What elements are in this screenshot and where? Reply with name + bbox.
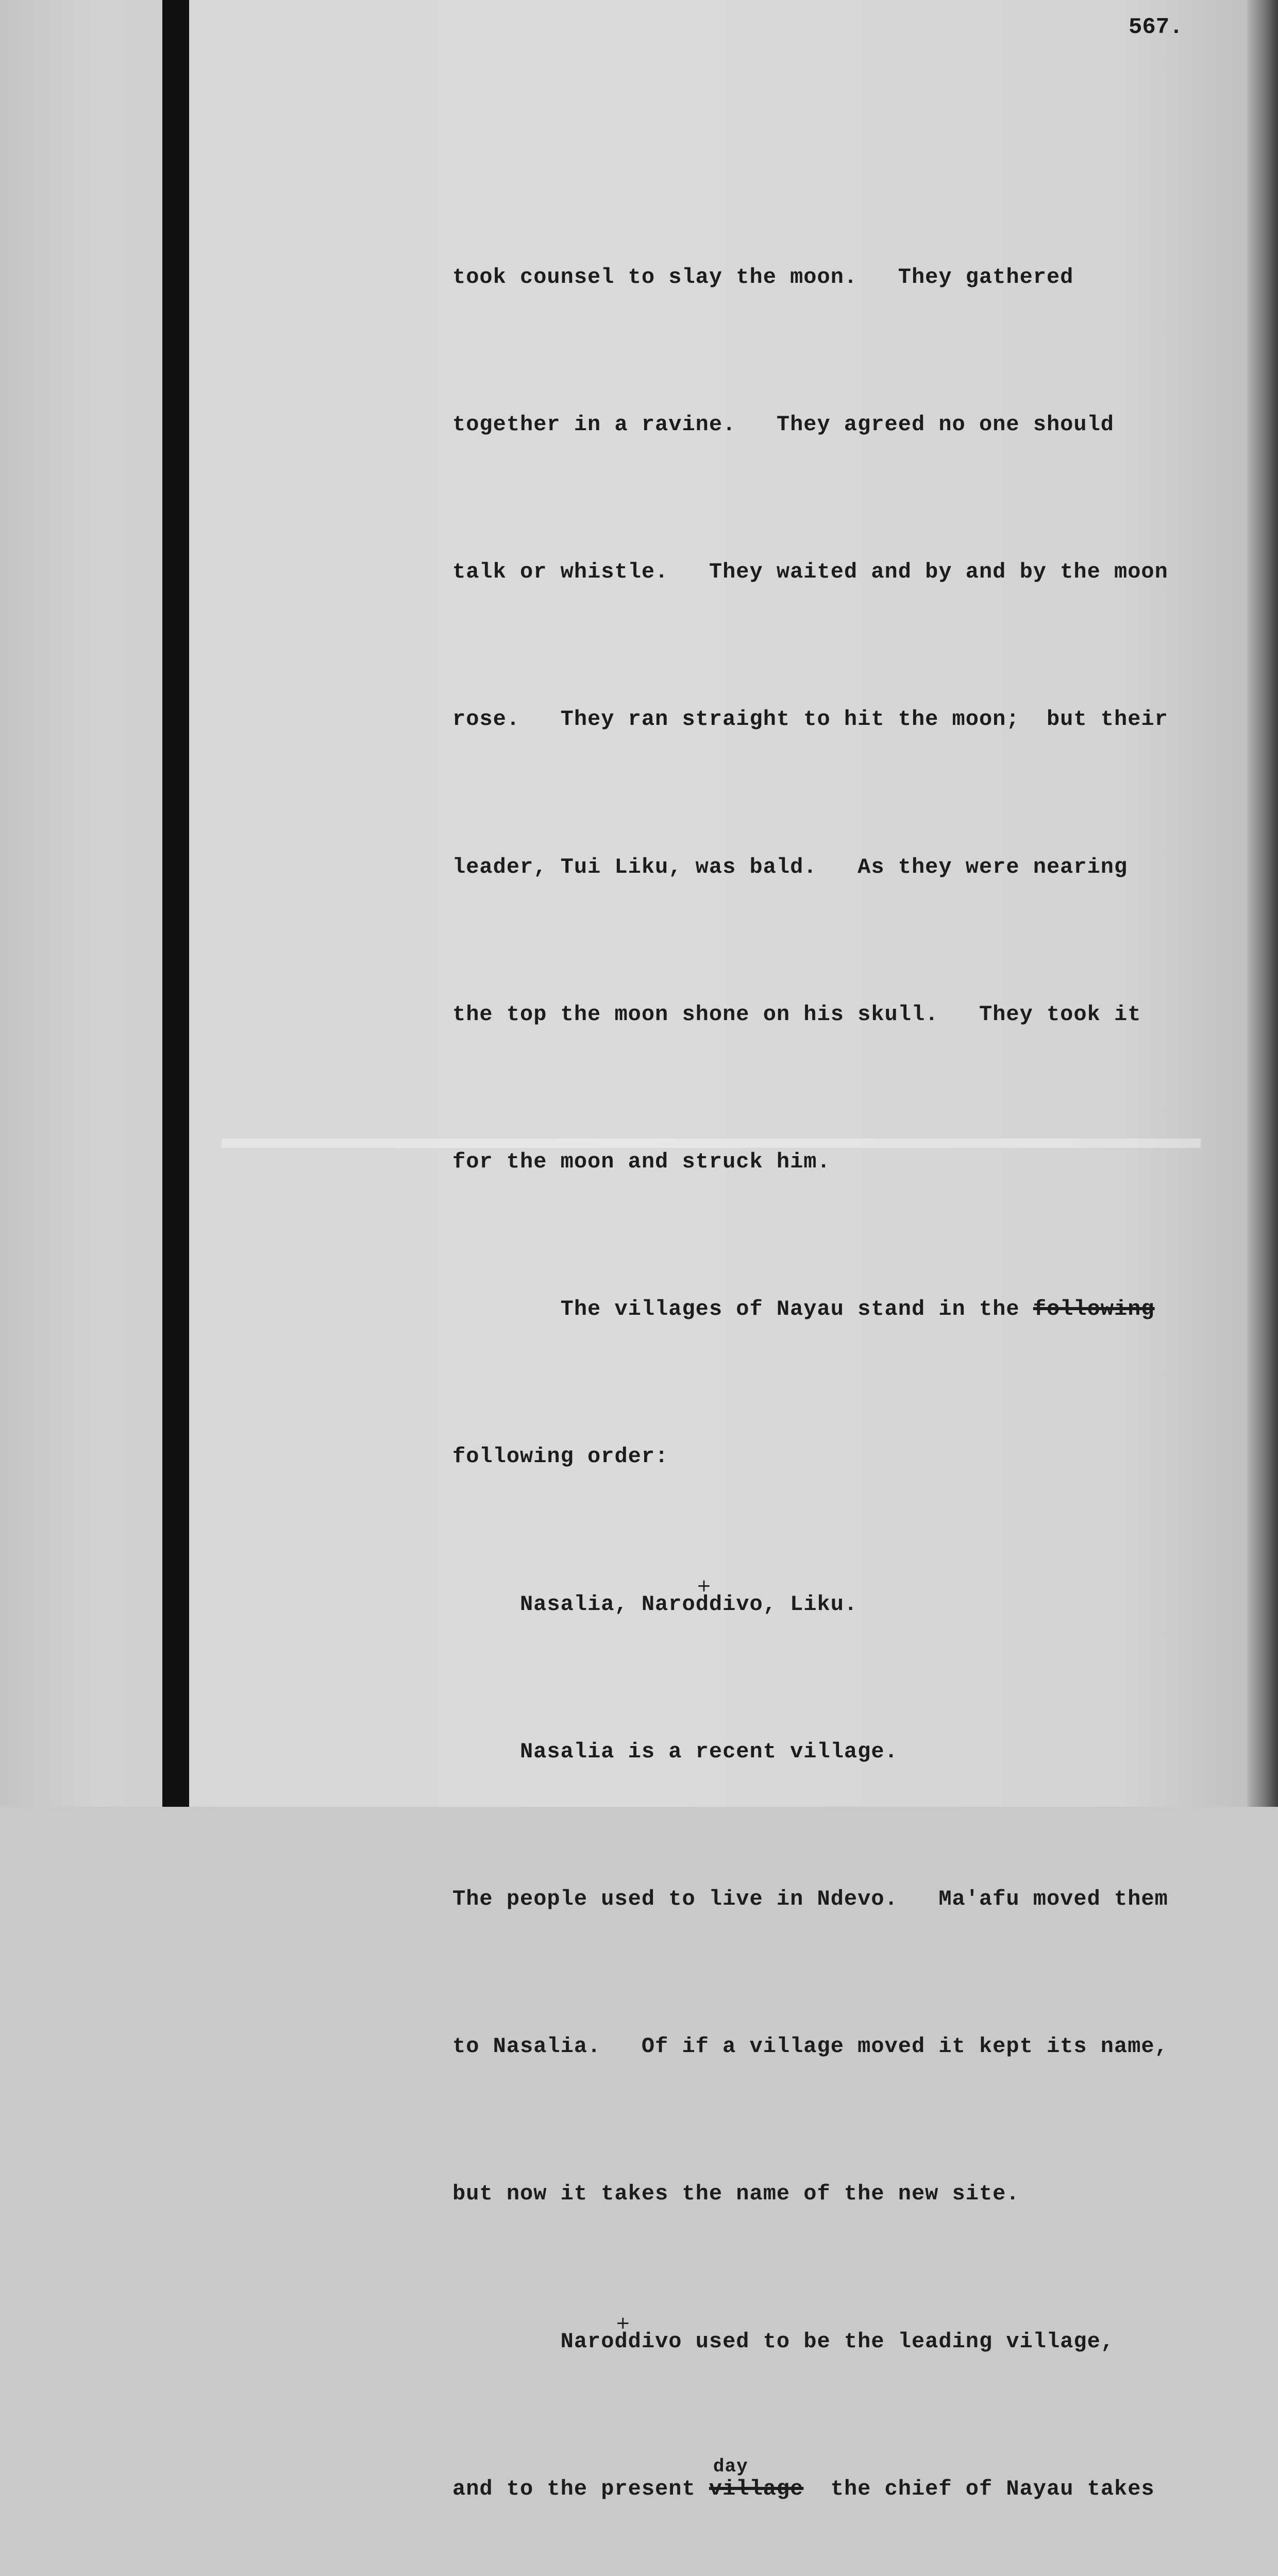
- text-line: together in a ravine. They agreed no one should: [452, 412, 1115, 437]
- page-number: 567.: [1129, 14, 1183, 40]
- text-segment: and to the present: [452, 2476, 709, 2501]
- text-line: [452, 1285, 1246, 1334]
- left-margin-strip: [0, 0, 162, 1807]
- inserted-word: day: [713, 2455, 748, 2477]
- text-line: the top the moon shone on his skull. They took it: [452, 1002, 1141, 1027]
- text-segment: the chief of Nayau takes: [803, 2476, 1155, 2501]
- text-line: leader, Tui Liku, was bald. As they were nearing: [452, 854, 1128, 879]
- text-line: following order:: [452, 1444, 669, 1469]
- typed-insertion: [709, 2455, 804, 2514]
- text-segment: Naro: [452, 2329, 615, 2354]
- text-line: [452, 2312, 1246, 2366]
- binding-shadow-bar: [162, 0, 189, 1807]
- text-line: [452, 1575, 1246, 1629]
- text-line: talk or whistle. They waited and by and by the moon: [452, 560, 1168, 585]
- handwritten-mark: + d: [696, 1580, 709, 1629]
- text-line: Nasalia is a recent village.: [452, 1739, 898, 1764]
- text-segment: divo, Liku.: [709, 1591, 858, 1617]
- text-segment: The villages of Nayau stand in the: [452, 1297, 1033, 1322]
- text-line: to Nasalia. Of if a village moved it kept its name,: [452, 2034, 1168, 2059]
- text-line: but now it takes the name of the new site.: [452, 2181, 1020, 2207]
- correction-cross: +: [696, 1575, 712, 1596]
- handwritten-mark: + d: [614, 2317, 628, 2366]
- right-page-edge: [1247, 0, 1278, 1807]
- text-line: The people used to live in Ndevo. Ma'afu moved them: [452, 1887, 1168, 1912]
- struck-word: following: [1033, 1297, 1155, 1322]
- correction-cross: +: [615, 2312, 631, 2333]
- text-line: took counsel to slay the moon. They gathered: [452, 264, 1074, 290]
- text-line: rose. They ran straight to hit the moon; but their: [452, 707, 1168, 732]
- typescript-body: [452, 155, 1246, 2576]
- struck-word: village: [709, 2476, 804, 2501]
- text-segment: Nasalia, Naro: [452, 1591, 696, 1617]
- text-line: for the moon and struck him.: [452, 1149, 831, 1175]
- text-segment: divo used to be the leading village,: [628, 2329, 1115, 2354]
- text-line: [452, 2455, 1246, 2514]
